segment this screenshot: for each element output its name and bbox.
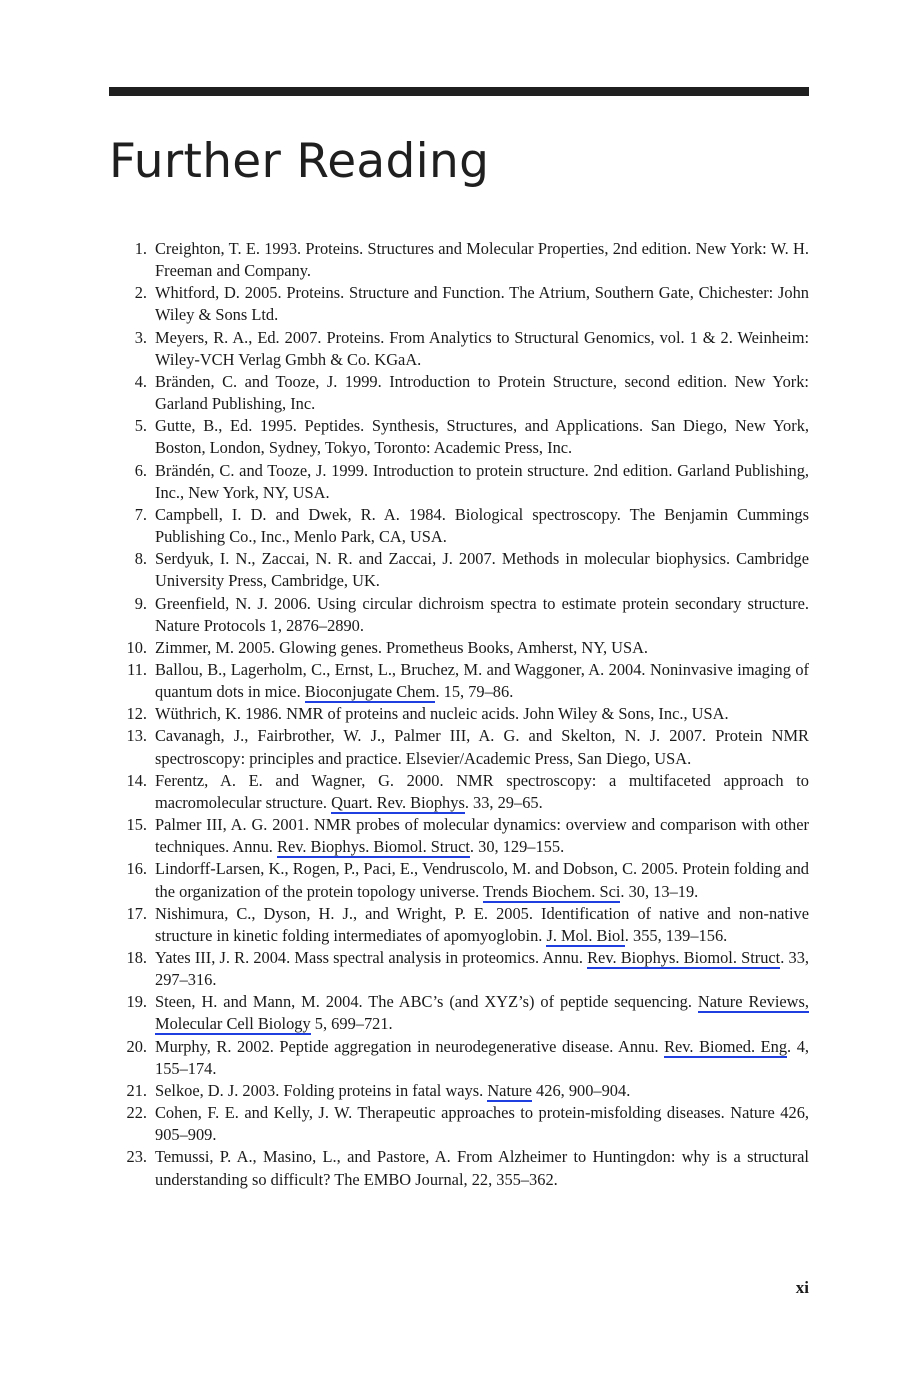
reference-item (109, 1080, 809, 1102)
reference-item (109, 238, 809, 282)
reference-number: 23. (126, 1147, 147, 1167)
reference-text (155, 725, 809, 769)
reference-item (109, 858, 809, 902)
reference-item (109, 282, 809, 326)
reference-number: 3. (134, 327, 147, 347)
reference-text (155, 1080, 809, 1102)
reference-citation: Zimmer, M. 2005. Glowing genes. Prometheus Books, Amherst, NY, USA. (155, 637, 649, 657)
reference-number: 1. (134, 239, 147, 258)
reference-item (109, 814, 809, 858)
reference-citation: Palmer III, A. G. 2001. NMR probes of molecular dynamics: overview and comparison with other techniques. Annu. (155, 815, 809, 857)
reference-citation: Murphy, R. 2002. Peptide aggregation in neurodegenerative disease. Annu. (155, 1036, 665, 1056)
page-title: Further Reading (109, 134, 490, 189)
reference-citation-tail: . 30, 129–155. (469, 837, 565, 857)
reference-text (155, 460, 809, 504)
reference-item (109, 548, 809, 592)
reference-number: 20. (126, 1036, 147, 1056)
reference-citation: Creighton, T. E. 1993. Proteins. Structures and Molecular Properties, 2nd edition. New York: W. H. Freeman and Company. (155, 239, 809, 281)
reference-item (109, 637, 809, 659)
reference-item (109, 903, 809, 947)
reference-citation: Brändén, C. and Tooze, J. 1999. Introduction to protein structure. 2nd edition. Garland Publishing, Inc., New York, NY, USA. (155, 460, 809, 502)
reference-text (155, 1146, 809, 1190)
reference-citation-tail: . 15, 79–86. (435, 682, 514, 702)
reference-citation: Lindorff-Larsen, K., Rogen, P., Paci, E., Vendruscolo, M. and Dobson, C. 2005. Protein folding and the organization of the protein topology universe. (155, 859, 809, 901)
journal-link[interactable]: Bioconjugate Chem (304, 682, 436, 702)
reference-citation-tail: . 355, 139–156. (624, 925, 728, 945)
reference-citation: Whitford, D. 2005. Proteins. Structure and Function. The Atrium, Southern Gate, Chichester: John Wiley & Sons Ltd. (155, 283, 809, 325)
reference-citation: Campbell, I. D. and Dwek, R. A. 1984. Biological spectroscopy. The Benjamin Cummings Publishing Co., Inc., Menlo Park, CA, USA. (155, 504, 809, 547)
reference-text (155, 1102, 809, 1146)
reference-citation: Bränden, C. and Tooze, J. 1999. Introduction to Protein Structure, second edition. New York: Garland Publishing, Inc. (155, 371, 809, 414)
reference-text (155, 637, 809, 659)
reference-citation: Cohen, F. E. and Kelly, J. W. Therapeutic approaches to protein-misfolding diseases. Nature 426, 905–909. (155, 1103, 809, 1145)
reference-item (109, 991, 809, 1035)
reference-citation-tail: 426, 900–904. (531, 1080, 631, 1100)
reference-number: 7. (134, 504, 147, 524)
reference-item (109, 659, 809, 703)
reference-item (109, 703, 809, 725)
header-rule (109, 87, 809, 96)
journal-link[interactable]: Rev. Biophys. Biomol. Struct (277, 837, 470, 857)
reference-text (155, 371, 809, 415)
reference-list (109, 238, 809, 1191)
reference-item (109, 593, 809, 637)
reference-item (109, 947, 809, 991)
reference-number: 9. (134, 593, 147, 613)
reference-item (109, 1036, 809, 1080)
reference-item (109, 460, 809, 504)
reference-number: 6. (134, 460, 147, 480)
journal-link[interactable]: J. Mol. Biol (546, 925, 625, 945)
reference-citation: Steen, H. and Mann, M. 2004. The ABC’s (and XYZ’s) of peptide sequencing. (155, 992, 698, 1012)
reference-citation-tail: . 30, 13–19. (620, 881, 699, 901)
reference-text (155, 593, 809, 637)
reference-text (155, 991, 809, 1035)
reference-number: 13. (126, 726, 147, 746)
reference-number: 22. (126, 1103, 147, 1123)
reference-number: 11. (127, 659, 147, 679)
reference-text (155, 770, 809, 814)
reference-citation: Greenfield, N. J. 2006. Using circular dichroism spectra to estimate protein secondary structure. Nature Protocols 1, 2876–2890. (155, 593, 809, 635)
reference-citation-tail: 5, 699–721. (310, 1014, 393, 1034)
reference-text (155, 947, 809, 991)
journal-link[interactable]: Quart. Rev. Biophys (331, 792, 465, 812)
reference-number: 21. (126, 1080, 147, 1100)
reference-text (155, 327, 809, 371)
reference-citation-tail: . 33, 297–316. (155, 948, 810, 990)
reference-number: 2. (134, 283, 147, 303)
reference-item (109, 327, 809, 371)
journal-link[interactable]: Nature (487, 1080, 532, 1100)
journal-link[interactable]: Nature Reviews, Molecular Cell Biology (155, 992, 809, 1034)
reference-text (155, 415, 809, 459)
reference-item (109, 371, 809, 415)
reference-citation: Ferentz, A. E. and Wagner, G. 2000. NMR spectroscopy: a multifaceted approach to macromolecular structure. (155, 770, 809, 812)
reference-citation: Yates III, J. R. 2004. Mass spectral analysis in proteomics. Annu. (155, 948, 588, 967)
reference-citation: Cavanagh, J., Fairbrother, W. J., Palmer III, A. G. and Skelton, N. J. 2007. Protein NMR spectroscopy: principles and practice. Elsevier/Academic Press, San Diego, USA. (155, 726, 809, 768)
journal-link[interactable]: Rev. Biomed. Eng (664, 1036, 788, 1056)
reference-citation: Nishimura, C., Dyson, H. J., and Wright, P. E. 2005. Identification of native and non-native structure in kinetic folding intermediates of apomyoglobin. (155, 903, 809, 945)
reference-text (155, 814, 809, 858)
reference-number: 4. (134, 371, 147, 391)
reference-citation: Ballou, B., Lagerholm, C., Ernst, L., Bruchez, M. and Waggoner, A. 2004. Noninvasive imaging of quantum dots in mice. (155, 659, 809, 702)
reference-number: 15. (126, 815, 147, 835)
journal-link[interactable]: Rev. Biophys. Biomol. Struct (587, 948, 781, 967)
reference-number: 14. (126, 770, 147, 790)
reference-number: 16. (126, 859, 147, 879)
reference-item (109, 725, 809, 769)
reference-number: 10. (126, 637, 147, 657)
reference-text (155, 548, 809, 592)
reference-text (155, 659, 809, 703)
reference-item (109, 1102, 809, 1146)
reference-text (155, 1036, 809, 1080)
reference-citation: Wüthrich, K. 1986. NMR of proteins and nucleic acids. John Wiley & Sons, Inc., USA. (155, 704, 729, 724)
reference-item (109, 415, 809, 459)
reference-text (155, 238, 809, 282)
reference-text (155, 504, 809, 548)
reference-number: 8. (134, 549, 147, 569)
reference-number: 18. (126, 948, 147, 967)
page-number: xi (795, 1278, 809, 1297)
reference-item (109, 770, 809, 814)
reference-citation: Temussi, P. A., Masino, L., and Pastore, A. From Alzheimer to Huntingdon: why is a structural understanding so difficult? The EMBO Journal, 22, 355–362. (155, 1147, 809, 1189)
reference-citation: Gutte, B., Ed. 1995. Peptides. Synthesis, Structures, and Applications. San Diego, New York, Boston, London, Sydney, Tokyo, Toronto: Academic Press, Inc. (155, 416, 809, 458)
reference-citation: Serdyuk, I. N., Zaccai, N. R. and Zaccai, J. 2007. Methods in molecular biophysics. Cambridge University Press, Cambridge, UK. (155, 549, 809, 591)
reference-number: 19. (126, 992, 147, 1012)
reference-text (155, 282, 809, 326)
reference-item (109, 504, 809, 548)
reference-number: 5. (134, 416, 147, 436)
reference-item (109, 1146, 809, 1190)
reference-text (155, 858, 809, 902)
reference-text (155, 703, 809, 725)
reference-citation: Selkoe, D. J. 2003. Folding proteins in fatal ways. (155, 1080, 488, 1100)
reference-citation: Meyers, R. A., Ed. 2007. Proteins. From Analytics to Structural Genomics, vol. 1 & 2. Weinheim: Wiley-VCH Verlag Gmbh & Co. KGaA. (155, 327, 809, 369)
reference-citation-tail: . 4, 155–174. (155, 1036, 809, 1078)
journal-link[interactable]: Trends Biochem. Sci (483, 881, 621, 901)
reference-number: 17. (126, 903, 147, 923)
reference-number: 12. (126, 704, 147, 724)
reference-text (155, 903, 809, 947)
reference-citation-tail: . 33, 29–65. (464, 792, 543, 812)
